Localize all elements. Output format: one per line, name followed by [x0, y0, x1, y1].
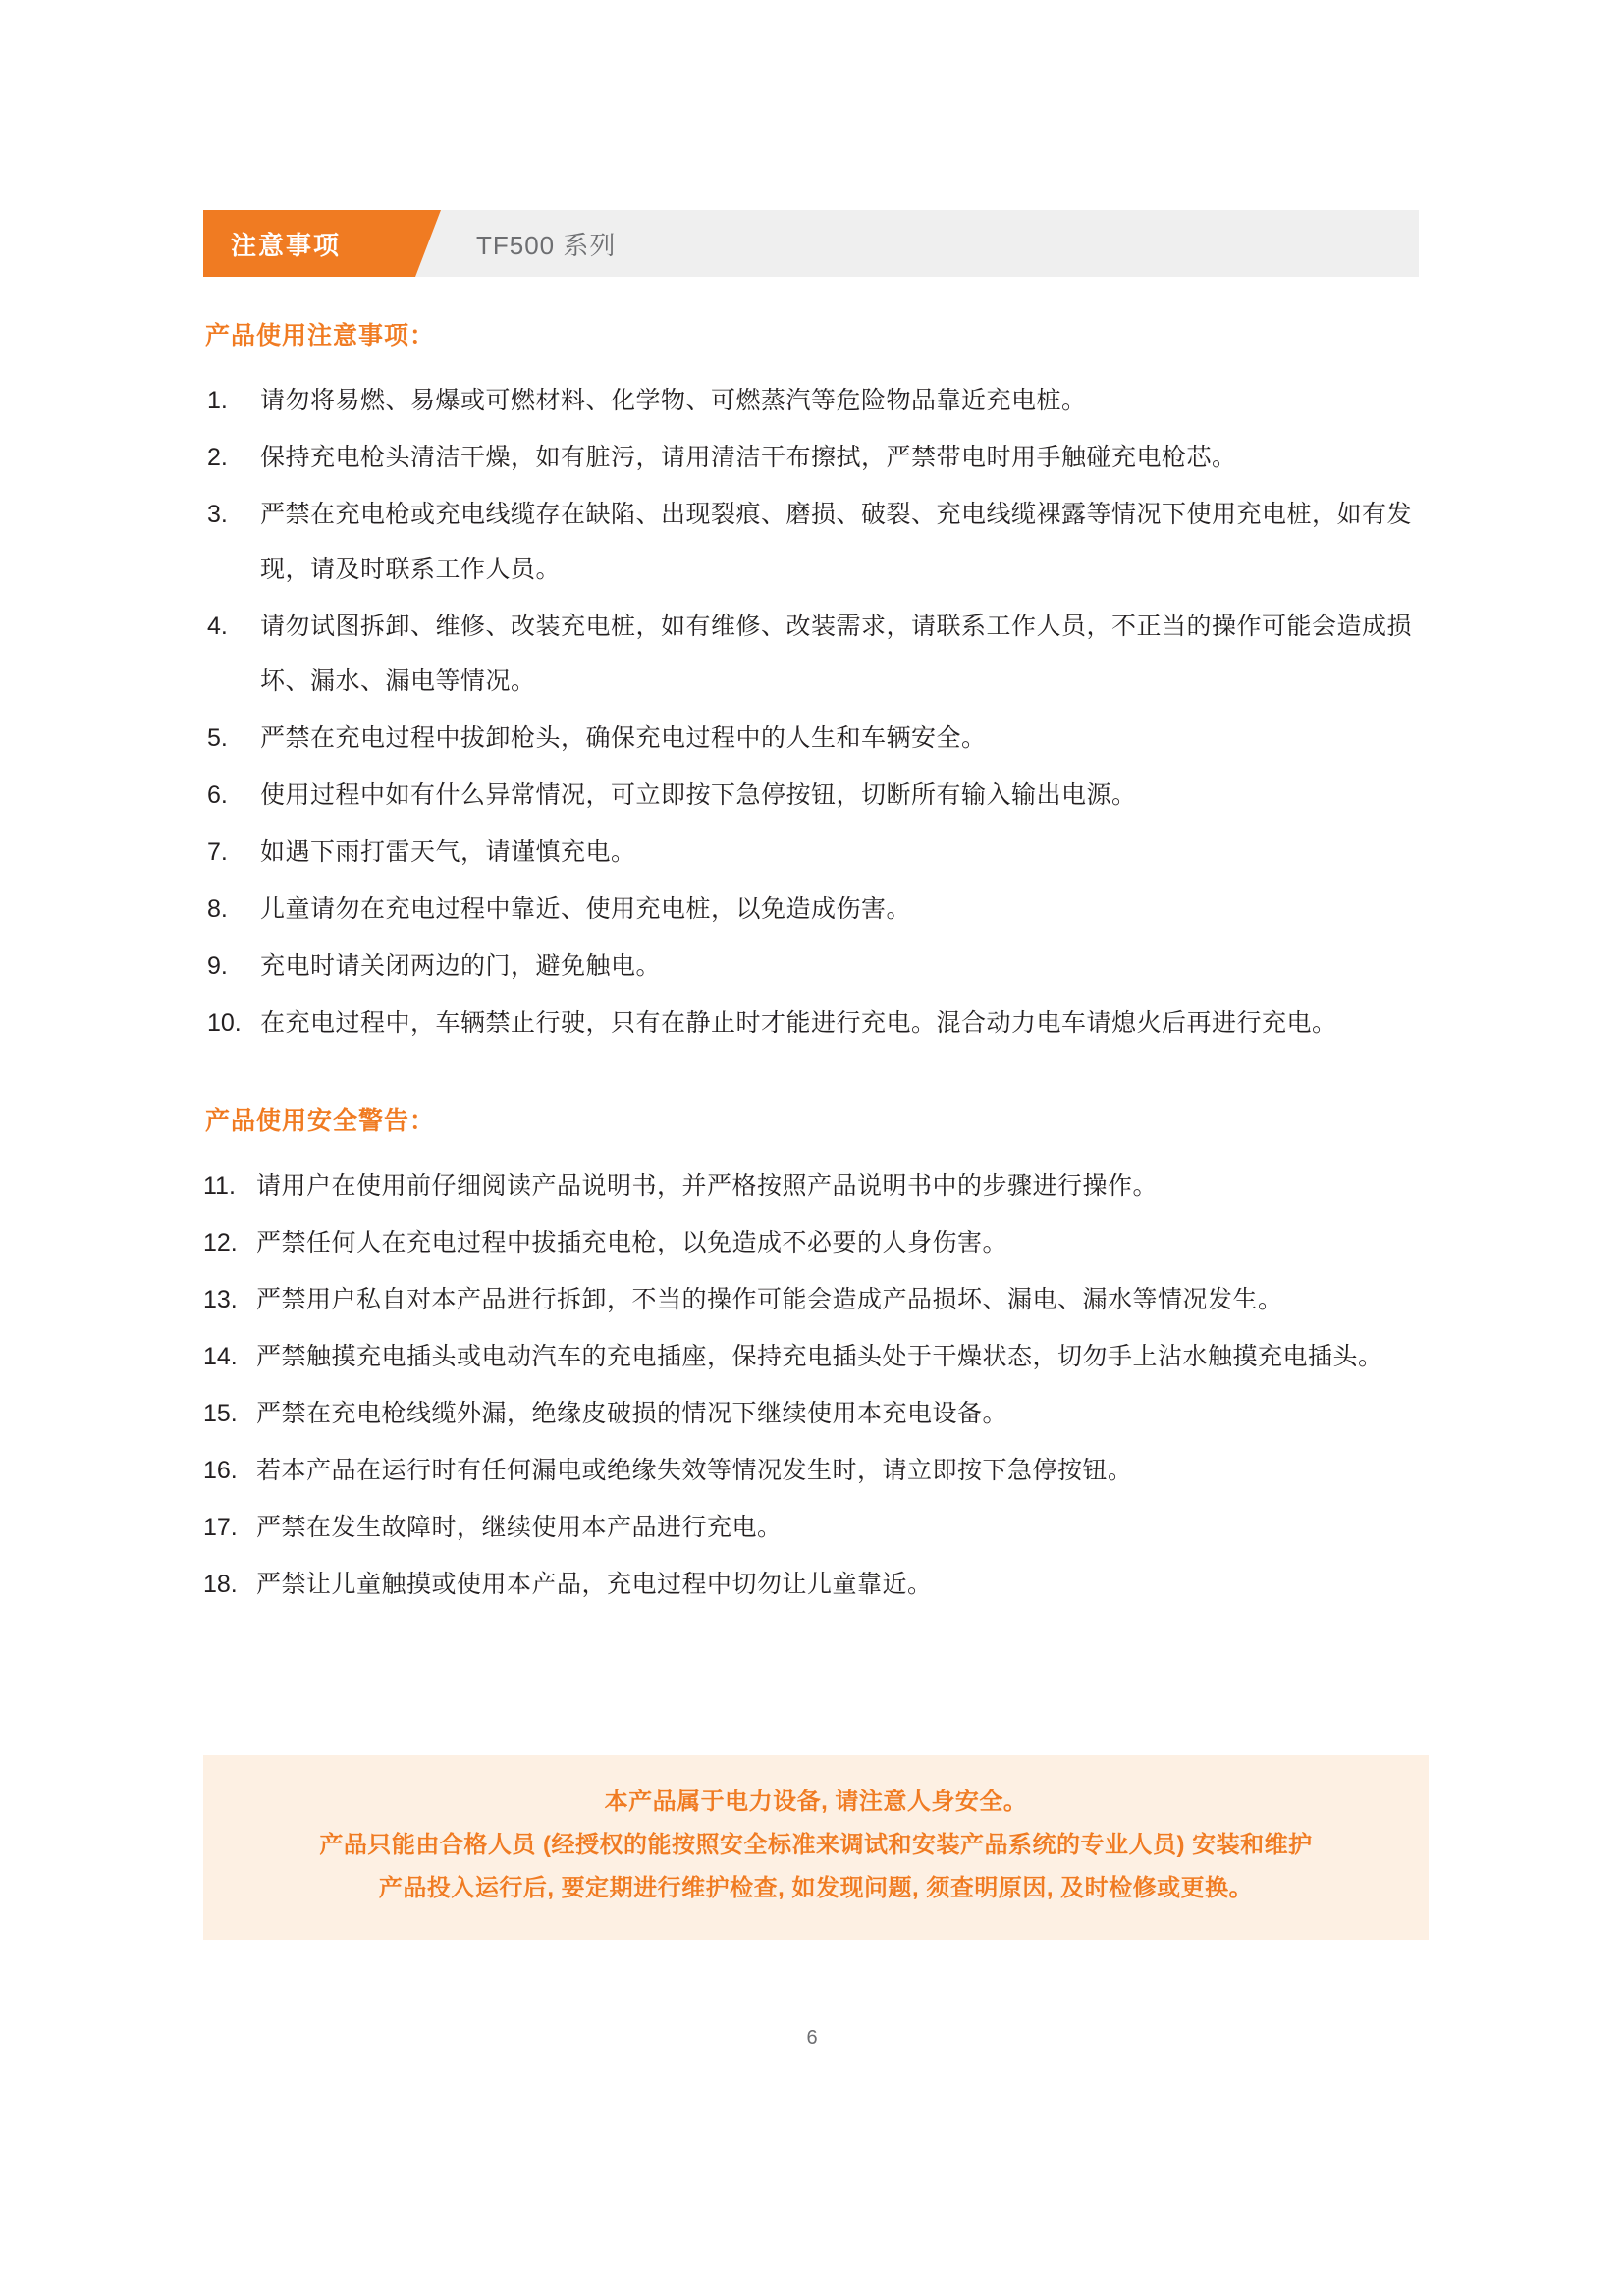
list-item — [203, 1557, 1429, 1612]
list-item — [203, 938, 1429, 993]
section-header — [203, 210, 1419, 277]
list-item-text: 严禁在发生故障时，继续使用本产品进行充电。 — [256, 1514, 783, 1541]
warning-line-2: 产品只能由合格人员 (经授权的能按照安全标准来调试和安装产品系统的专业人员) 安装和维护 — [319, 1832, 1313, 1858]
section-title-safety-warnings: 产品使用安全警告： — [205, 1107, 436, 1135]
list-item — [203, 1386, 1429, 1441]
list-item-text: 使用过程中如有什么异常情况，可立即按下急停按钮，切断所有输入输出电源。 — [260, 781, 1137, 809]
list-item — [203, 430, 1429, 485]
list-item-number: 16. — [203, 1457, 238, 1484]
list-item-number: 17. — [203, 1514, 238, 1541]
list-item — [203, 487, 1429, 597]
list-item-text: 严禁在充电枪或充电线缆存在缺陷、出现裂痕、磨损、破裂、充电线缆裸露等情况下使用充电桩，如有发现，请及时联系工作人员。 — [260, 501, 1413, 583]
list-item-text: 请勿试图拆卸、维修、改装充电桩，如有维修、改装需求，请联系工作人员，不正当的操作可能会造成损坏、漏水、漏电等情况。 — [260, 613, 1413, 695]
list-item-text: 若本产品在运行时有任何漏电或绝缘失效等情况发生时，请立即按下急停按钮。 — [256, 1457, 1133, 1484]
list-item-number: 11. — [203, 1172, 236, 1200]
list-item-text: 严禁在充电枪线缆外漏，绝缘皮破损的情况下继续使用本充电设备。 — [256, 1400, 1008, 1427]
list-item-text: 在充电过程中，车辆禁止行驶，只有在静止时才能进行充电。混合动力电车请熄火后再进行充电。 — [260, 1009, 1337, 1037]
list-item-number: 12. — [203, 1229, 238, 1256]
list-item-number: 7. — [207, 838, 228, 866]
list-item-number: 2. — [207, 444, 228, 471]
header-tag-label: 注意事项 — [231, 230, 342, 260]
list-item-text: 严禁在充电过程中拔卸枪头，确保充电过程中的人生和车辆安全。 — [260, 724, 987, 752]
list-item-text: 保持充电枪头清洁干燥，如有脏污，请用清洁干布擦拭，严禁带电时用手触碰充电枪芯。 — [260, 444, 1237, 471]
list-item — [203, 1500, 1429, 1555]
list-item-text: 请用户在使用前仔细阅读产品说明书，并严格按照产品说明书中的步骤进行操作。 — [256, 1172, 1159, 1200]
list-item-text: 严禁任何人在充电过程中拔插充电枪，以免造成不必要的人身伤害。 — [256, 1229, 1008, 1256]
section-title-precautions: 产品使用注意事项： — [205, 322, 436, 349]
list-item — [203, 1158, 1429, 1213]
list-item-number: 14. — [203, 1343, 238, 1370]
list-item — [203, 768, 1429, 823]
list-item-number: 4. — [207, 613, 228, 640]
list-item-text: 请勿将易燃、易爆或可燃材料、化学物、可燃蒸汽等危险物品靠近充电桩。 — [260, 387, 1087, 414]
list-item — [203, 599, 1429, 709]
list-item-number: 13. — [203, 1286, 238, 1313]
list-item — [203, 373, 1429, 428]
list-item — [203, 1443, 1429, 1498]
list-item-text: 如遇下雨打雷天气，请谨慎充电。 — [260, 838, 636, 866]
list-item-number: 8. — [207, 895, 228, 923]
list-item — [203, 1272, 1429, 1327]
list-item — [203, 1329, 1429, 1384]
list-item — [203, 825, 1429, 880]
safety-warning-box — [203, 1755, 1429, 1940]
list-item-text: 儿童请勿在充电过程中靠近、使用充电桩，以免造成伤害。 — [260, 895, 912, 923]
list-item-number: 10. — [207, 1009, 242, 1037]
header-tag — [203, 210, 415, 277]
list-item — [203, 881, 1429, 936]
header-series — [415, 210, 616, 277]
list-item-text: 严禁让儿童触摸或使用本产品，充电过程中切勿让儿童靠近。 — [256, 1571, 933, 1598]
header-series-label: TF500 系列 — [476, 230, 617, 260]
list-item-text: 充电时请关闭两边的门，避免触电。 — [260, 952, 662, 980]
list-item — [203, 1215, 1429, 1270]
list-item-text: 严禁触摸充电插头或电动汽车的充电插座，保持充电插头处于干燥状态，切勿手上沾水触摸充电插头。 — [256, 1343, 1383, 1370]
list-item — [203, 711, 1429, 766]
precautions-list — [203, 373, 1429, 1050]
warning-line-3: 产品投入运行后, 要定期进行维护检查, 如发现问题, 须查明原因, 及时检修或更换。 — [378, 1875, 1254, 1901]
list-item-number: 5. — [207, 724, 228, 752]
list-item-number: 6. — [207, 781, 228, 809]
list-item-number: 18. — [203, 1571, 238, 1598]
page-number: 6 — [806, 2027, 818, 2049]
list-item — [203, 995, 1429, 1050]
list-item-number: 15. — [203, 1400, 238, 1427]
document-content — [203, 316, 1429, 1614]
safety-warnings-list — [203, 1158, 1429, 1612]
list-item-number: 9. — [207, 952, 228, 980]
list-item-number: 1. — [207, 387, 228, 414]
list-item-number: 3. — [207, 501, 228, 528]
list-item-text: 严禁用户私自对本产品进行拆卸，不当的操作可能会造成产品损坏、漏电、漏水等情况发生。 — [256, 1286, 1283, 1313]
warning-line-1: 本产品属于电力设备, 请注意人身安全。 — [604, 1789, 1028, 1815]
